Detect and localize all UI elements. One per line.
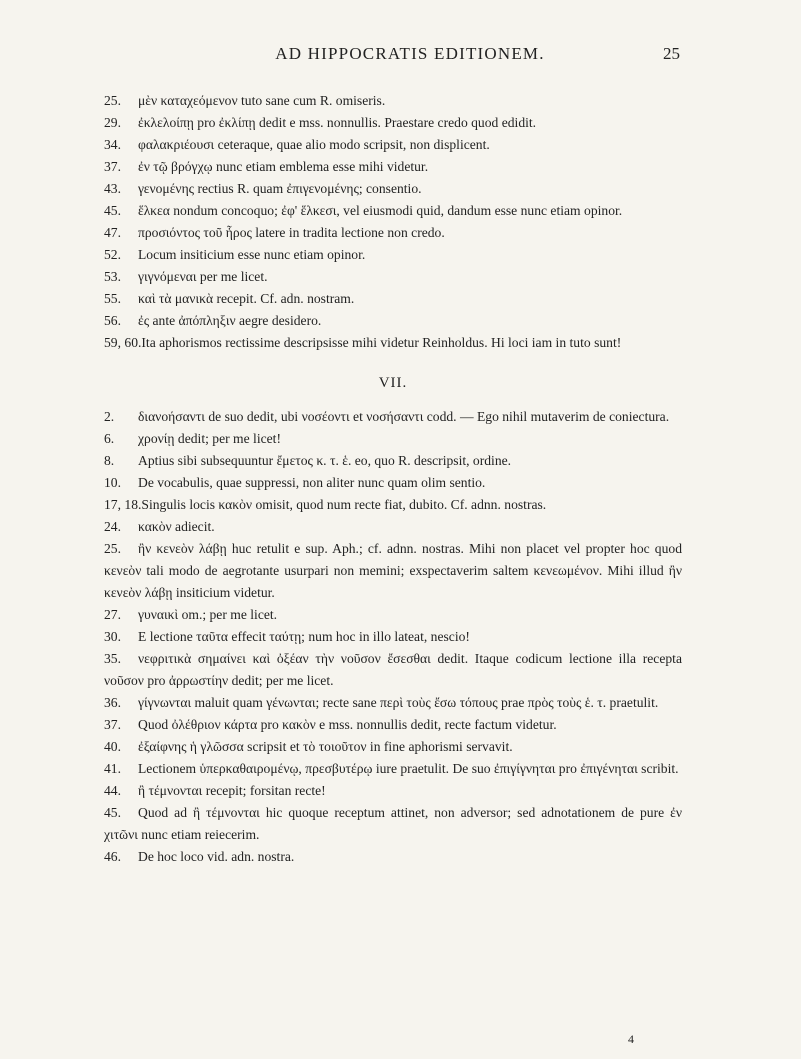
note-text: Quod ὀλέθριον κάρτα pro κακὸν e mss. nonnullis dedit, recte factum videtur. bbox=[138, 717, 557, 732]
running-title: AD HIPPOCRATIS EDITIONEM. bbox=[275, 44, 545, 63]
note-text: μὲν καταχεόμενον tuto sane cum R. omiseris. bbox=[138, 93, 386, 108]
note-number: 52. bbox=[104, 247, 121, 262]
note-number: 30. bbox=[104, 629, 121, 644]
note-number: 37. bbox=[104, 159, 121, 174]
note-text: καὶ τὰ μανικὰ recepit. Cf. adn. nostram. bbox=[138, 291, 355, 306]
signature-mark: 4 bbox=[628, 1032, 634, 1046]
note-entry bbox=[104, 134, 682, 156]
note-entry bbox=[104, 846, 682, 868]
section-vii-notes bbox=[104, 406, 682, 868]
note-entry bbox=[104, 200, 682, 222]
note-text: Lectionem ὑπερκαθαιρομένῳ, πρεσβυτέρῳ iure praetulit. De suo ἐπιγίγνηται pro ἐπιγένηται scribit. bbox=[138, 761, 679, 776]
note-text: ἐν τῷ βρόγχῳ nunc etiam emblema esse mihi videtur. bbox=[138, 159, 429, 174]
note-text: χρονίῃ dedit; per me licet! bbox=[138, 431, 281, 446]
note-text: ἐς ante ἀπόπληξιν aegre desidero. bbox=[138, 313, 322, 328]
note-entry bbox=[104, 266, 682, 288]
note-number: 35. bbox=[104, 651, 121, 666]
note-entry bbox=[104, 112, 682, 134]
note-number: 8. bbox=[104, 453, 115, 468]
note-text: De hoc loco vid. adn. nostra. bbox=[138, 849, 295, 864]
note-entry bbox=[104, 244, 682, 266]
note-text: γυναικὶ om.; per me licet. bbox=[138, 607, 278, 622]
note-number: 37. bbox=[104, 717, 121, 732]
note-text: προσιόντος τοῦ ἦρος latere in tradita lectione non credo. bbox=[138, 225, 445, 240]
note-number: 59, 60. bbox=[104, 335, 142, 350]
note-number: 45. bbox=[104, 805, 121, 820]
note-number: 55. bbox=[104, 291, 121, 306]
note-entry bbox=[104, 714, 682, 736]
note-entry bbox=[104, 494, 682, 516]
note-number: 45. bbox=[104, 203, 121, 218]
note-text: Singulis locis κακὸν omisit, quod num recte fiat, dubito. Cf. adnn. nostras. bbox=[141, 497, 547, 512]
note-number: 44. bbox=[104, 783, 121, 798]
note-entry bbox=[104, 516, 682, 538]
note-number: 29. bbox=[104, 115, 121, 130]
note-number: 17, 18. bbox=[104, 497, 142, 512]
note-number: 40. bbox=[104, 739, 121, 754]
note-number: 36. bbox=[104, 695, 121, 710]
note-text: De vocabulis, quae suppressi, non aliter nunc quam olim sentio. bbox=[138, 475, 486, 490]
note-entry bbox=[104, 604, 682, 626]
note-number: 56. bbox=[104, 313, 121, 328]
note-entry bbox=[104, 758, 682, 780]
note-number: 27. bbox=[104, 607, 121, 622]
note-text: Ita aphorismos rectissime descripsisse mihi videtur Reinholdus. Hi loci iam in tuto sunt! bbox=[141, 335, 622, 350]
note-number: 53. bbox=[104, 269, 121, 284]
section-heading: VII. bbox=[378, 375, 408, 391]
note-number: 6. bbox=[104, 431, 115, 446]
note-entry bbox=[104, 780, 682, 802]
note-text: γενομένης rectius R. quam ἐπιγενομένης; consentio. bbox=[138, 181, 422, 196]
note-entry bbox=[104, 692, 682, 714]
note-text: ἐκλελοίπῃ pro ἐκλίπῃ dedit e mss. nonnullis. Praestare credo quod edidit. bbox=[138, 115, 537, 130]
note-entry bbox=[104, 178, 682, 200]
note-number: 41. bbox=[104, 761, 121, 776]
note-entry bbox=[104, 472, 682, 494]
note-entry bbox=[104, 332, 682, 354]
note-text: φαλακριέουσι ceteraque, quae alio modo scripsit, non displicent. bbox=[138, 137, 490, 152]
note-entry bbox=[104, 288, 682, 310]
note-text: γίγνωνται maluit quam γένωνται; recte sane περὶ τοὺς ἔσω τόπους prae πρὸς τοὺς ἑ. τ. praetulit. bbox=[138, 695, 659, 710]
note-number: 2. bbox=[104, 409, 115, 424]
note-number: 43. bbox=[104, 181, 121, 196]
page-number: 25 bbox=[663, 44, 680, 63]
note-entry bbox=[104, 310, 682, 332]
note-text: ἕλκεα nondum concoquo; ἐφ' ἕλκεσι, vel eiusmodi quid, dandum esse nunc etiam opinor. bbox=[138, 203, 623, 218]
note-text: E lectione ταῦτα effecit ταύτῃ; num hoc in illo lateat, nescio! bbox=[138, 629, 470, 644]
note-text: Quod ad ἢ τέμνονται hic quoque receptum attinet, non adversor; sed adnotationem de pure ἐν χιτῶνι nunc etiam reiecerim. bbox=[104, 805, 682, 842]
note-number: 47. bbox=[104, 225, 121, 240]
note-text: Aptius sibi subsequuntur ἔμετος κ. τ. ἑ. eo, quo R. descripsit, ordine. bbox=[138, 453, 512, 468]
note-text: νεφριτικὰ σημαίνει καὶ ὀξέαν τὴν νοῦσον ἔσεσθαι dedit. Itaque codicum lectione illa recepta νοῦσον pro ἀρρωστίην dedit; per me licet. bbox=[104, 651, 682, 688]
note-text: ἢ τέμνονται recepit; forsitan recte! bbox=[138, 783, 326, 798]
note-entry bbox=[104, 648, 682, 692]
running-header bbox=[140, 44, 680, 66]
note-number: 10. bbox=[104, 475, 121, 490]
note-number: 34. bbox=[104, 137, 121, 152]
note-entry bbox=[104, 736, 682, 758]
note-text: κακὸν adiecit. bbox=[138, 519, 215, 534]
note-number: 46. bbox=[104, 849, 121, 864]
note-number: 25. bbox=[104, 93, 121, 108]
note-text: ἢν κενεὸν λάβῃ huc retulit e sup. Aph.; cf. adnn. nostras. Mihi non placet vel propter hoc quod κενεὸν tali modo de aegrotante usurpari non memini; exspectaverim saltem κενεωμένον. Mihi illud ἢν κενεὸν λάβῃ insiticium videtur. bbox=[104, 541, 682, 600]
main-text bbox=[104, 90, 682, 868]
note-entry bbox=[104, 538, 682, 604]
note-entry bbox=[104, 90, 682, 112]
note-text: διανοήσαντι de suo dedit, ubi νοσέοντι et νοσήσαντι codd. — Ego nihil mutaverim de coniectura. bbox=[138, 409, 670, 424]
note-number: 25. bbox=[104, 541, 121, 556]
note-entry bbox=[104, 428, 682, 450]
note-entry bbox=[104, 450, 682, 472]
note-entry bbox=[104, 406, 682, 428]
note-entry bbox=[104, 626, 682, 648]
note-text: γιγνόμεναι per me licet. bbox=[138, 269, 268, 284]
note-text: ἐξαίφνης ἡ γλῶσσα scripsit et τὸ τοιοῦτον in fine aphorismi servavit. bbox=[138, 739, 513, 754]
section-vi-notes bbox=[104, 90, 682, 354]
note-entry bbox=[104, 156, 682, 178]
note-entry bbox=[104, 222, 682, 244]
note-text: Locum insiticium esse nunc etiam opinor. bbox=[138, 247, 366, 262]
note-number: 24. bbox=[104, 519, 121, 534]
footer bbox=[0, 1032, 801, 1048]
note-entry bbox=[104, 802, 682, 846]
